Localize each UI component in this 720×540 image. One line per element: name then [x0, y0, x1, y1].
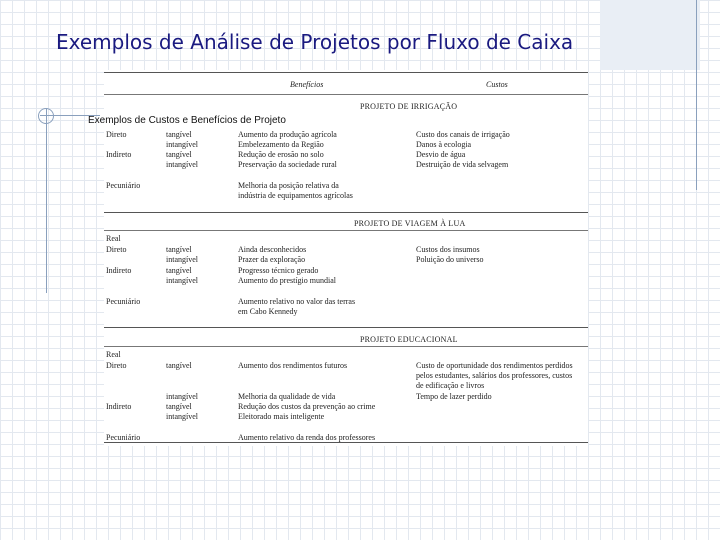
scanned-table — [104, 70, 588, 446]
row-type: Pecuniário — [106, 433, 141, 442]
row-benefit: Redução dos custos da prevenção ao crime — [238, 402, 376, 411]
row-kind: tangível — [166, 402, 192, 411]
row-kind: intangível — [166, 160, 198, 169]
row-type: Indireto — [106, 150, 132, 159]
row-type: Indireto — [106, 402, 132, 411]
row-benefit: Embelezamento da Região — [238, 140, 324, 149]
row-benefit: em Cabo Kennedy — [238, 307, 298, 316]
row-cost: Destruição de vida selvagem — [416, 160, 509, 169]
row-kind: tangível — [166, 130, 192, 139]
table-rule — [104, 346, 588, 347]
row-benefit: Redução de erosão no solo — [238, 150, 324, 159]
row-benefit: Melhoria da qualidade de vida — [238, 392, 336, 401]
row-benefit: Aumento do prestígio mundial — [238, 276, 336, 285]
row-cost: Desvio de água — [416, 150, 466, 159]
section-title: PROJETO EDUCACIONAL — [360, 335, 458, 344]
table-rule — [104, 442, 588, 443]
table-rule — [104, 72, 588, 73]
row-benefit: Ainda desconhecidos — [238, 245, 307, 254]
row-kind: tangível — [166, 361, 192, 370]
row-cost: Custos dos insumos — [416, 245, 480, 254]
row-benefit: Eleitorado mais inteligente — [238, 412, 325, 421]
decorative-circle — [38, 108, 54, 124]
row-cost: Custo de oportunidade dos rendimentos perdidos — [416, 361, 573, 370]
row-kind: tangível — [166, 266, 192, 275]
table-rule — [104, 212, 588, 213]
row-kind: intangível — [166, 255, 198, 264]
decorative-square — [600, 0, 700, 70]
row-benefit: Prazer da exploração — [238, 255, 306, 264]
table-rule — [104, 94, 588, 95]
row-benefit: Preservação da sociedade rural — [238, 160, 337, 169]
row-kind: intangível — [166, 276, 198, 285]
section-title: PROJETO DE IRRIGAÇÃO — [360, 102, 458, 111]
row-cost: Poluição do universo — [416, 255, 484, 264]
row-cost: Tempo de lazer perdido — [416, 392, 492, 401]
row-kind: intangível — [166, 392, 198, 401]
row-benefit: Progresso técnico gerado — [238, 266, 319, 275]
row-benefit: indústria de equipamentos agrícolas — [238, 191, 353, 200]
row-kind: intangível — [166, 140, 198, 149]
row-cost: Custo dos canais de irrigação — [416, 130, 510, 139]
row-kind: tangível — [166, 150, 192, 159]
row-cost: pelos estudantes, salários dos professores, custos — [416, 371, 573, 380]
row-benefit: Aumento dos rendimentos futuros — [238, 361, 348, 370]
decorative-vertical-line — [46, 108, 47, 293]
benefits-header: Benefícios — [290, 80, 324, 89]
row-benefit: Aumento relativo da renda dos professores — [238, 433, 376, 442]
row-type: Real — [106, 234, 121, 243]
section-title: PROJETO DE VIAGEM À LUA — [354, 219, 466, 228]
row-type: Direto — [106, 245, 127, 254]
row-type: Indireto — [106, 266, 132, 275]
caption: Exemplos de Custos e Benefícios de Projeto — [88, 115, 286, 126]
row-type: Direto — [106, 361, 127, 370]
row-kind: intangível — [166, 412, 198, 421]
table-rule — [104, 327, 588, 328]
row-type: Direto — [106, 130, 127, 139]
decorative-vertical-line — [696, 0, 697, 190]
row-benefit: Melhoria da posição relativa da — [238, 181, 339, 190]
costs-header: Custos — [486, 80, 508, 89]
row-cost: de edificação e livros — [416, 381, 485, 390]
row-benefit: Aumento relativo no valor das terras — [238, 297, 356, 306]
row-kind: tangível — [166, 245, 192, 254]
row-type: Pecuniário — [106, 181, 141, 190]
table-rule — [104, 230, 588, 231]
row-benefit: Aumento da produção agrícola — [238, 130, 337, 139]
row-type: Real — [106, 350, 121, 359]
page-title: Exemplos de Análise de Projetos por Fluxo de Caixa — [56, 30, 574, 54]
row-cost: Danos à ecologia — [416, 140, 472, 149]
row-type: Pecuniário — [106, 297, 141, 306]
